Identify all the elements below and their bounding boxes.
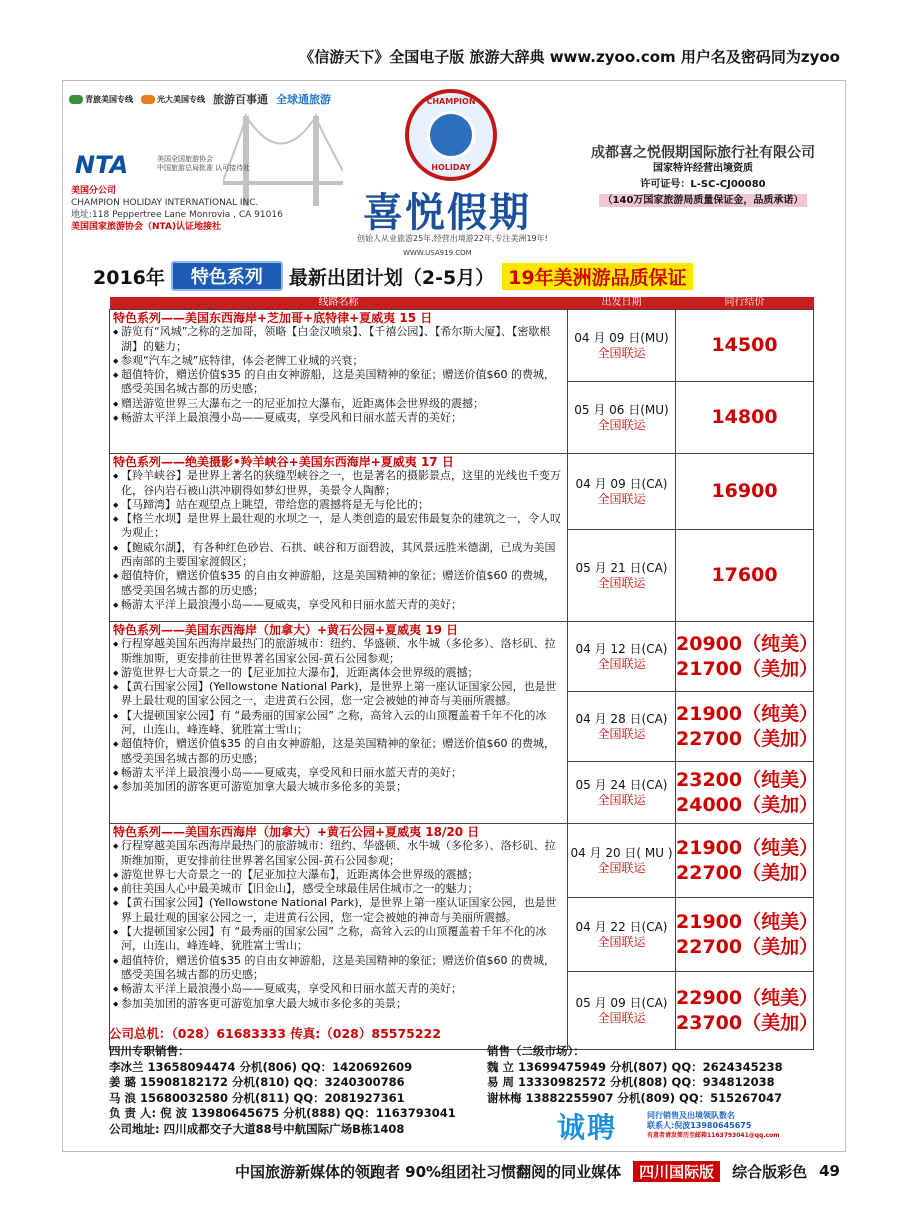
price-value: 22700（美加）: [676, 727, 819, 750]
departure-date: 04 月 28 日(CA) 全国联运: [568, 692, 676, 762]
company-hotline: 公司总机：（028）61683333 传真:（028）85575222: [109, 1026, 441, 1041]
route-description: [110, 824, 568, 1050]
departure-date: 04 月 22 日(CA) 全国联运: [568, 898, 676, 972]
departure-date: 04 月 20 日( MU ) 全国联运: [568, 824, 676, 898]
departure-date: 04 月 09 日(CA) 全国联运: [568, 454, 676, 530]
route-feature: ◆ 赠送游览世界三大瀑布之一的尼亚加拉大瀑布，近距离体会世界级的震撼；: [113, 397, 564, 411]
transport-note: 全国联运: [597, 860, 646, 875]
page-footer: 中国旅游新媒体的领跑者 90%组团社习惯翻阅的同业媒体 四川国际版 综合版彩色 49: [234, 1162, 840, 1181]
route-price: [676, 310, 814, 382]
agency-info: 成都喜之悦假期国际旅行社有限公司 国家特许经营出境资质 许可证号：L-SC-CJ00080 （140万国家旅游局质量保证金，品质承诺）: [591, 145, 815, 206]
route-feature: ◆ 【黄石国家公园】(Yellowstone National Park)，是世界上第一座认证国家公园，也是世界上最壮观的国家公园之一，走进黄石公园，您一定会被她的神奇与美丽所震撼。: [113, 680, 564, 709]
nta-logo: NTA: [75, 151, 129, 179]
price-value: 21900（纯美）: [676, 910, 819, 933]
brand-3: 旅游百事通: [213, 93, 268, 106]
price-value: 17600: [711, 564, 778, 586]
header-route: 线路名称: [110, 297, 568, 310]
nta-description: 美国全国旅游协会 中国旅游总局批准 认可接待社: [157, 155, 251, 172]
header-price: 同行结价: [676, 297, 814, 310]
route-price: [676, 898, 819, 972]
route-feature: ◆ 畅游太平洋上最浪漫小岛——夏威夷，享受风和日丽水蓝天青的美好；: [113, 766, 564, 780]
page-top-line: 《信游天下》全国电子版 旅游大辞典 www.zyoo.com 用户名及密码同为zyoo: [299, 48, 840, 66]
route-price: [676, 824, 819, 898]
secondary-sales: 销售（二级市场）： 魏 立 13699475949 分机(807) QQ：2624345238 易 周 13330982572 分机(808) QQ：934812038 谢林梅 13882255907 分机(809) QQ：515267047: [487, 1044, 783, 1105]
route-title: 特色系列——美国东西海岸（加拿大）+黄石公园+夏威夷 19 日: [113, 623, 459, 637]
brand-title: 喜悦假期: [363, 189, 531, 236]
partner-brands: [69, 91, 331, 107]
brand-1: 青旅美国专线: [69, 94, 133, 105]
transport-note: 全国联运: [597, 792, 646, 807]
route-row: [110, 824, 814, 898]
ad-frame: [62, 80, 846, 1152]
brand-4: 全球通旅游: [276, 93, 331, 106]
route-table: [109, 297, 819, 1050]
header-date: 出发日期: [568, 297, 676, 310]
route-feature: ◆ 行程穿越美国东西海岸最热门的旅游城市：纽约、华盛顿、水牛城（多伦多）、洛杉矶、拉斯维加斯，更安排前往世界著名国家公园-黄石公园参观；: [113, 839, 564, 868]
route-row: [110, 622, 814, 692]
route-feature: ◆ 超值特价，赠送价值$35 的自由女神游船，这是美国精神的象征；赠送价值$60 的费城，感受美国名城古都的历史感；: [113, 737, 564, 766]
quality-highlight: 19年美洲游品质保证: [502, 263, 692, 290]
globe-icon: [427, 111, 475, 159]
route-description: [110, 310, 568, 454]
price-value: 22700（美加）: [676, 861, 819, 884]
slogan: 创始人从业旅游25年,经营出境游22年,专注美洲19年!: [357, 234, 548, 243]
hiring-title: 诚聘: [557, 1111, 618, 1144]
champion-holiday-logo: CHAMPION HOLIDAY: [405, 89, 497, 181]
departure-date: 04 月 12 日(CA) 全国联运: [568, 622, 676, 692]
route-feature: ◆ 行程穿越美国东西海岸最热门的旅游城市：纽约、华盛顿、水牛城（多伦多）、洛杉矶、拉斯维加斯，更安排前往世界著名国家公园-黄石公园参观；: [113, 637, 564, 666]
route-feature: ◆ 超值特价，赠送价值$35 的自由女神游船，这是美国精神的象征；赠送价值$60 的费城，感受美国名城古都的历史感；: [113, 954, 564, 983]
departure-date: 05 月 06 日(MU) 全国联运: [568, 382, 676, 454]
route-title: 特色系列——美国东西海岸（加拿大）+黄石公园+夏威夷 18/20 日: [113, 825, 480, 839]
price-value: 21700（美加）: [676, 657, 819, 680]
route-feature: ◆ 超值特价，赠送价值$35 的自由女神游船，这是美国精神的象征；赠送价值$60 的费城，感受美国名城古都的历史感；: [113, 569, 564, 598]
transport-note: 全国联运: [597, 575, 646, 590]
route-feature: ◆ 参观“汽车之城”底特律，体会老牌工业城的兴衰；: [113, 354, 564, 368]
brand-2: 光大美国专线: [141, 94, 205, 105]
route-title: 特色系列——绝美摄影•羚羊峡谷+美国东西海岸+夏威夷 17 日: [113, 455, 454, 469]
route-feature: ◆ 【格兰水坝】是世界上最壮观的水坝之一，是人类创造的最宏伟最复杂的建筑之一，令人叹为观止；: [113, 512, 564, 541]
route-feature: ◆ 参加美加团的游客更可游览加拿大最大城市多伦多的美景；: [113, 997, 564, 1011]
us-company-info: 美国分公司 CHAMPION HOLIDAY INTERNATIONAL INC. 地址:118 Peppertree Lane Monrovia , CA 91016 美国国家旅游协会（NTA)认证地接社: [71, 186, 283, 232]
route-feature: ◆ 参加美加团的游客更可游览加拿大最大城市多伦多的美景；: [113, 780, 564, 794]
departure-date: 04 月 09 日(MU) 全国联运: [568, 310, 676, 382]
transport-note: 全国联运: [597, 417, 646, 432]
route-feature: ◆ 游览世界七大奇景之一的【尼亚加拉大瀑布】，近距离体会世界级的震撼；: [113, 868, 564, 882]
route-title: 特色系列——美国东西海岸+芝加哥+底特律+夏威夷 15 日: [113, 311, 433, 325]
route-feature: ◆ 游览有“风城”之称的芝加哥，领略【白金汉喷泉】、【千禧公园】、【希尔斯大厦】、【密歇根湖】的魅力；: [113, 325, 564, 354]
page-number: 49: [819, 1162, 840, 1180]
route-price: [676, 382, 814, 454]
price-value: 21900（纯美）: [676, 702, 819, 725]
price-value: 23200（纯美）: [676, 768, 819, 791]
route-price: [676, 762, 819, 824]
transport-note: 全国联运: [597, 934, 646, 949]
route-feature: ◆ 畅游太平洋上最浪漫小岛——夏威夷，享受风和日丽水蓝天青的美好；: [113, 411, 564, 425]
route-price: [676, 622, 819, 692]
price-value: 24000（美加）: [676, 793, 819, 816]
hiring-details: 同行销售及出境领队数名 联系人:倪波13980645675 有意者请发简历至邮箱1163793041@qq.com: [647, 1111, 780, 1139]
edition-badge: 四川国际版: [633, 1161, 720, 1182]
brand-logo-icon: [69, 95, 83, 104]
price-value: 14500: [711, 334, 778, 356]
route-feature: ◆ 畅游太平洋上最浪漫小岛——夏威夷，享受风和日丽水蓝天青的美好；: [113, 598, 564, 612]
route-feature: ◆ 前往美国人心中最美城市【旧金山】，感受全球最佳居住城市之一的魅力；: [113, 882, 564, 896]
ad-header: [63, 81, 845, 261]
brand-logo-icon: [141, 95, 155, 104]
transport-note: 全国联运: [597, 656, 646, 671]
website: WWW.USA919.COM: [403, 249, 472, 257]
route-feature: ◆ 超值特价，赠送价值$35 的自由女神游船，这是美国精神的象征；赠送价值$60 的费城，感受美国名城古都的历史感；: [113, 368, 564, 397]
transport-note: 全国联运: [597, 491, 646, 506]
transport-note: 全国联运: [597, 345, 646, 360]
sichuan-sales: 四川专职销售： 李冰兰 13658094474 分机(806) QQ：1420692609 姜 璐 15908182172 分机(810) QQ：3240300786 马 浪 15680032580 分机(811) QQ：2081927361 负 责 人: 倪 波 13980645675 分机(888) QQ：1163793041 公司地址: 四川成都交子大道88号中航国际广场B栋1408: [109, 1044, 456, 1136]
route-feature: ◆ 【黄石国家公园】(Yellowstone National Park)，是世界上第一座认证国家公园，也是世界上最壮观的国家公园之一，走进黄石公园，您一定会被她的神奇与美丽所震撼。: [113, 896, 564, 925]
route-description: [110, 454, 568, 622]
route-price: [676, 454, 814, 530]
route-feature: ◆ 【羚羊峡谷】是世界上著名的狭缝型峡谷之一，也是著名的摄影景点，这里的光线也千变万化，谷内岩石被山洪冲刷得如梦幻世界，美景令人陶醉；: [113, 469, 564, 498]
departure-date: 05 月 21 日(CA) 全国联运: [568, 530, 676, 622]
route-row: [110, 454, 814, 530]
route-row: [110, 310, 814, 382]
price-value: 22700（美加）: [676, 935, 819, 958]
transport-note: 全国联运: [597, 726, 646, 741]
route-description: [110, 622, 568, 824]
price-value: 23700（美加）: [676, 1011, 819, 1034]
route-feature: ◆ 【马蹄湾】站在观望点上眺望，带给您的震撼将是无与伦比的；: [113, 498, 564, 512]
route-feature: ◆ 【鲍威尔湖】，有各种红色砂岩、石拱、峡谷和万面碧波，其风景远胜米德湖，已成为美国西南部的主要国家渡假区；: [113, 541, 564, 570]
route-price: [676, 530, 814, 622]
route-feature: ◆ 游览世界七大奇景之一的【尼亚加拉大瀑布】，近距离体会世界级的震撼；: [113, 666, 564, 680]
departure-date: 05 月 24 日(CA) 全国联运: [568, 762, 676, 824]
departure-date: 05 月 09 日(CA) 全国联运: [568, 972, 676, 1050]
route-price: [676, 692, 819, 762]
transport-note: 全国联运: [597, 1010, 646, 1025]
route-feature: ◆ 【大提顿国家公园】有 “最秀丽的国家公园” 之称，高耸入云的山顶覆盖着千年不化的冰河，山连山、峰连峰、犹胜富士雪山；: [113, 925, 564, 954]
route-feature: ◆ 畅游太平洋上最浪漫小岛——夏威夷，享受风和日丽水蓝天青的美好；: [113, 982, 564, 996]
price-value: 21900（纯美）: [676, 836, 819, 859]
route-feature: ◆ 【大提顿国家公园】有 “最秀丽的国家公园” 之称，高耸入云的山顶覆盖着千年不化的冰河，山连山、峰连峰、犹胜富士雪山；: [113, 709, 564, 738]
price-value: 16900: [711, 480, 778, 502]
price-value: 20900（纯美）: [676, 632, 819, 655]
series-badge: 特色系列: [171, 261, 283, 291]
price-value: 14800: [711, 406, 778, 428]
plan-title: 2016年 特色系列 最新出团计划（2-5月） 19年美洲游品质保证: [93, 263, 813, 289]
price-value: 22900（纯美）: [676, 986, 819, 1009]
